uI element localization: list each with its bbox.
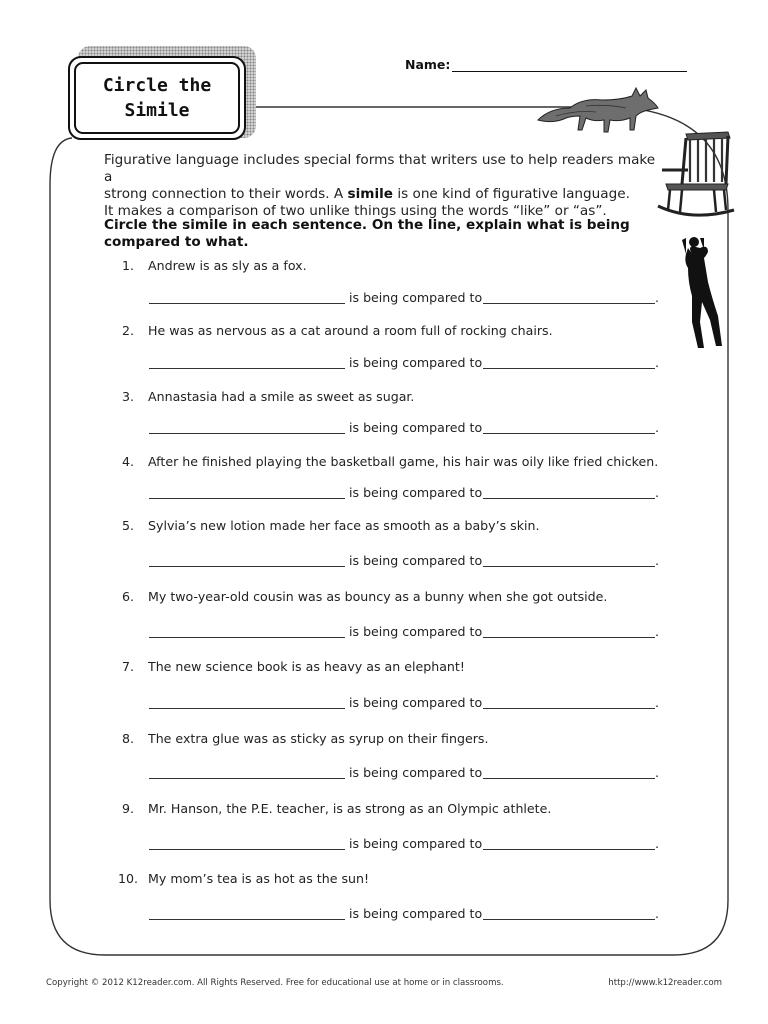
answer-connector: is being compared to: [349, 695, 483, 710]
answer-period: .: [655, 624, 660, 639]
question-text: Sylvia’s new lotion made her face as smooth as a baby’s skin.: [148, 518, 540, 533]
answer-period: .: [655, 765, 660, 780]
question-number: 5.: [122, 518, 135, 533]
answer-line-10[interactable]: [149, 906, 661, 922]
question-text: The extra glue was as sticky as syrup on their fingers.: [148, 731, 489, 746]
answer-blank-subject[interactable]: [149, 498, 345, 499]
simile-term: simile: [347, 186, 393, 202]
question-text: My two-year-old cousin was as bouncy as a bunny when she got outside.: [148, 589, 608, 604]
question-number: 3.: [122, 389, 135, 404]
answer-blank-object[interactable]: [483, 708, 655, 709]
answer-blank-object[interactable]: [483, 566, 655, 567]
answer-blank-object[interactable]: [483, 433, 655, 434]
question-7: [122, 659, 465, 674]
question-number: 10.: [118, 871, 139, 886]
answer-line-9[interactable]: [149, 836, 661, 852]
question-number: 9.: [122, 801, 135, 816]
question-text: The new science book is as heavy as an elephant!: [148, 659, 465, 674]
rocking-chair-icon: [656, 130, 736, 222]
page-title: Circle the Simile: [102, 75, 212, 121]
answer-connector: is being compared to: [349, 420, 483, 435]
question-4: [122, 454, 658, 469]
question-number: 8.: [122, 731, 135, 746]
question-3: [122, 389, 414, 404]
answer-blank-subject[interactable]: [149, 433, 345, 434]
answer-line-4[interactable]: [149, 485, 661, 501]
question-2: [122, 323, 553, 338]
answer-blank-subject[interactable]: [149, 368, 345, 369]
answer-blank-subject[interactable]: [149, 708, 345, 709]
answer-blank-subject[interactable]: [149, 566, 345, 567]
answer-connector: is being compared to: [349, 355, 483, 370]
answer-blank-subject[interactable]: [149, 637, 345, 638]
answer-blank-object[interactable]: [483, 368, 655, 369]
answer-line-6[interactable]: [149, 624, 661, 640]
answer-blank-subject[interactable]: [149, 919, 345, 920]
intro-line-1: Figurative language includes special forms that writers use to help readers make a: [104, 152, 656, 185]
answer-blank-subject[interactable]: [149, 778, 345, 779]
answer-connector: is being compared to: [349, 906, 483, 921]
question-5: [122, 518, 540, 533]
answer-blank-object[interactable]: [483, 849, 655, 850]
name-line[interactable]: [452, 57, 687, 72]
answer-blank-subject[interactable]: [149, 303, 345, 304]
answer-connector: is being compared to: [349, 624, 483, 639]
answer-period: .: [655, 420, 660, 435]
answer-period: .: [655, 906, 660, 921]
question-9: [122, 801, 551, 816]
question-6: [122, 589, 607, 604]
title-box: [68, 56, 246, 140]
name-label: Name:: [405, 57, 451, 72]
answer-period: .: [655, 836, 660, 851]
name-field[interactable]: [405, 57, 687, 72]
answer-period: .: [655, 355, 660, 370]
intro-line-3: It makes a comparison of two unlike things using the words “like” or “as”.: [104, 203, 607, 219]
answer-line-2[interactable]: [149, 355, 661, 371]
question-number: 6.: [122, 589, 135, 604]
intro-line-2-start: strong connection to their words. A: [104, 186, 348, 202]
question-text: My mom’s tea is as hot as the sun!: [148, 871, 370, 886]
fox-icon: [536, 86, 660, 136]
answer-connector: is being compared to: [349, 290, 483, 305]
answer-connector: is being compared to: [349, 836, 483, 851]
answer-period: .: [655, 290, 660, 305]
basketball-player-icon: [678, 236, 726, 352]
question-text: After he finished playing the basketball game, his hair was oily like fried chicken.: [148, 454, 659, 469]
answer-blank-object[interactable]: [483, 303, 655, 304]
answer-blank-object[interactable]: [483, 637, 655, 638]
answer-blank-object[interactable]: [483, 778, 655, 779]
question-text: Annastasia had a smile as sweet as sugar.: [148, 389, 415, 404]
answer-period: .: [655, 695, 660, 710]
question-text: Andrew is as sly as a fox.: [148, 258, 307, 273]
answer-line-7[interactable]: [149, 695, 661, 711]
answer-period: .: [655, 553, 660, 568]
question-number: 2.: [122, 323, 135, 338]
answer-connector: is being compared to: [349, 485, 483, 500]
answer-connector: is being compared to: [349, 553, 483, 568]
question-number: 1.: [122, 258, 135, 273]
question-8: [122, 731, 488, 746]
question-1: [122, 258, 307, 273]
instructions: Circle the simile in each sentence. On the line, explain what is being compared to what.: [104, 217, 630, 250]
answer-blank-object[interactable]: [483, 498, 655, 499]
intro-paragraph: [104, 152, 664, 220]
intro-line-2-end: is one kind of figurative language.: [393, 186, 630, 202]
answer-line-1[interactable]: [149, 290, 661, 306]
question-text: He was as nervous as a cat around a room full of rocking chairs.: [148, 323, 553, 338]
question-number: 4.: [122, 454, 135, 469]
answer-connector: is being compared to: [349, 765, 483, 780]
answer-blank-object[interactable]: [483, 919, 655, 920]
answer-period: .: [655, 485, 660, 500]
question-10: [118, 871, 369, 886]
question-number: 7.: [122, 659, 135, 674]
answer-line-8[interactable]: [149, 765, 661, 781]
footer-url[interactable]: http://www.k12reader.com: [608, 978, 722, 988]
answer-blank-subject[interactable]: [149, 849, 345, 850]
intro-line-2: [104, 186, 664, 203]
answer-line-3[interactable]: [149, 420, 661, 436]
answer-line-5[interactable]: [149, 553, 661, 569]
question-text: Mr. Hanson, the P.E. teacher, is as strong as an Olympic athlete.: [148, 801, 552, 816]
footer-copyright: Copyright © 2012 K12reader.com. All Rights Reserved. Free for educational use at home or in classrooms.: [46, 978, 504, 988]
